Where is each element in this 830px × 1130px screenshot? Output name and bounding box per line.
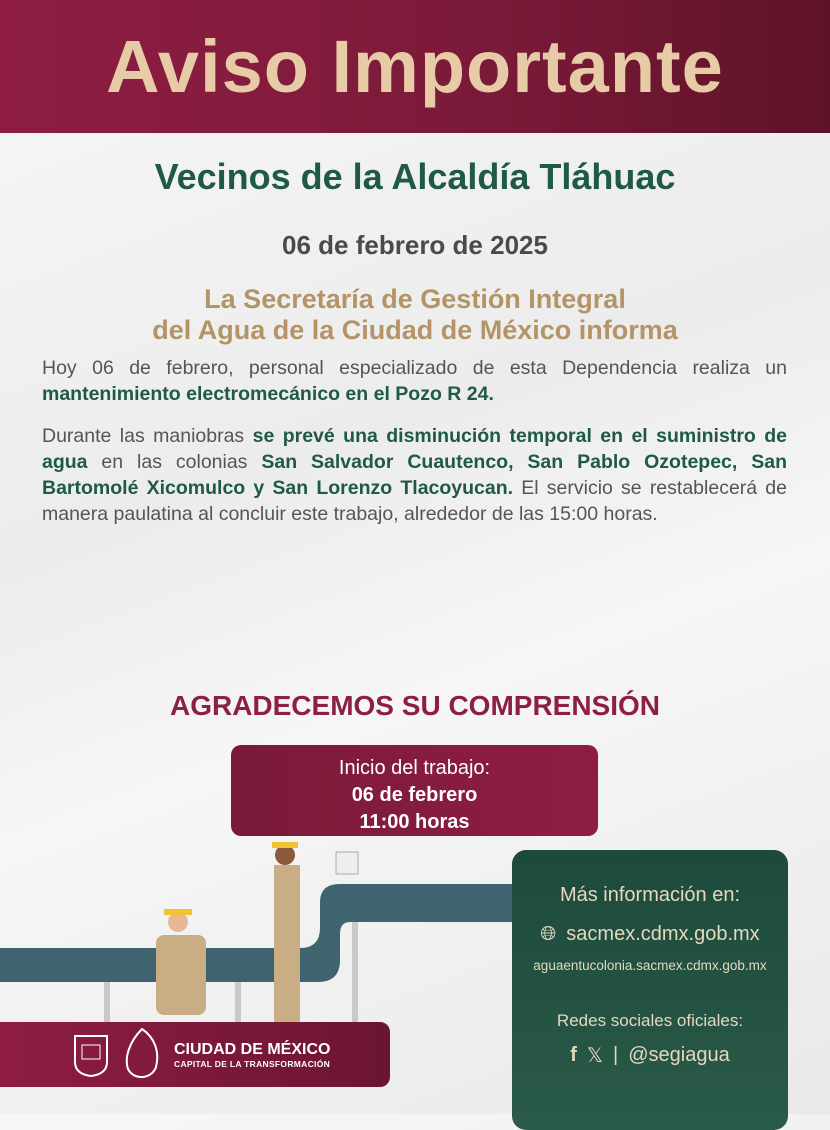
logo-name: CIUDAD DE MÉXICO bbox=[174, 1040, 331, 1058]
workers-pipe-illustration bbox=[0, 830, 520, 1030]
schedule-label: Inicio del trabajo: bbox=[338, 757, 491, 779]
website-link[interactable]: sacmex.cdmx.gob.mx bbox=[566, 923, 760, 945]
globe-icon: 🌐︎ bbox=[540, 923, 557, 945]
info-title: Más información en: bbox=[559, 884, 741, 906]
schedule-time: 11:00 horas bbox=[359, 811, 470, 833]
cdmx-emblem-icon bbox=[122, 1027, 162, 1083]
schedule-date: 06 de febrero bbox=[351, 784, 478, 806]
text: El servicio se restablecerá de manera paulatina al concluir este trabajo, alrededor de las 15:00 horas. bbox=[42, 477, 787, 525]
info-panel bbox=[512, 850, 788, 1130]
social-handle[interactable]: @segiagua bbox=[628, 1044, 730, 1066]
website2-link[interactable]: aguaentucolonia.sacmex.cdmx.gob.mx bbox=[533, 958, 767, 973]
paragraph-1 bbox=[42, 355, 787, 407]
bold-text: se prevé una disminución temporal en el suministro de agua bbox=[42, 425, 787, 473]
text: Durante las maniobras bbox=[42, 425, 253, 447]
bold-text: San Salvador Cuautenco, San Pablo Ozotepec, San Bartomolé Xicomulco y San Lorenzo Tlacoyucan. bbox=[42, 451, 787, 499]
page-title: Vecinos de la Alcaldía Tláhuac bbox=[154, 156, 676, 197]
subtitle-line2: del Agua de la Ciudad de México informa bbox=[152, 315, 678, 345]
coat-of-arms-icon bbox=[72, 1033, 110, 1077]
notice-date: 06 de febrero de 2025 bbox=[282, 230, 548, 260]
thanks-heading: AGRADECEMOS SU COMPRENSIÓN bbox=[169, 690, 661, 721]
x-icon[interactable]: 𝕏 bbox=[586, 1045, 604, 1067]
schedule-box bbox=[231, 745, 598, 836]
bold-text: mantenimiento electromecánico en el Pozo R 24. bbox=[42, 383, 494, 405]
cdmx-logo-bar bbox=[0, 1022, 390, 1087]
divider: | bbox=[613, 1044, 619, 1066]
header-banner bbox=[0, 0, 830, 133]
text: en las colonias bbox=[87, 451, 262, 473]
logo-tagline: CAPITAL DE LA TRANSFORMACIÓN bbox=[174, 1058, 331, 1069]
subtitle-line1: La Secretaría de Gestión Integral bbox=[204, 284, 626, 314]
facebook-icon[interactable]: f bbox=[570, 1044, 577, 1066]
subtitle bbox=[0, 284, 830, 346]
paragraph-2 bbox=[42, 423, 787, 527]
social-title: Redes sociales oficiales: bbox=[556, 1011, 744, 1030]
text: Hoy 06 de febrero, personal especializado de esta Dependencia realiza un bbox=[42, 357, 787, 379]
header-title: Aviso Importante bbox=[106, 25, 724, 108]
